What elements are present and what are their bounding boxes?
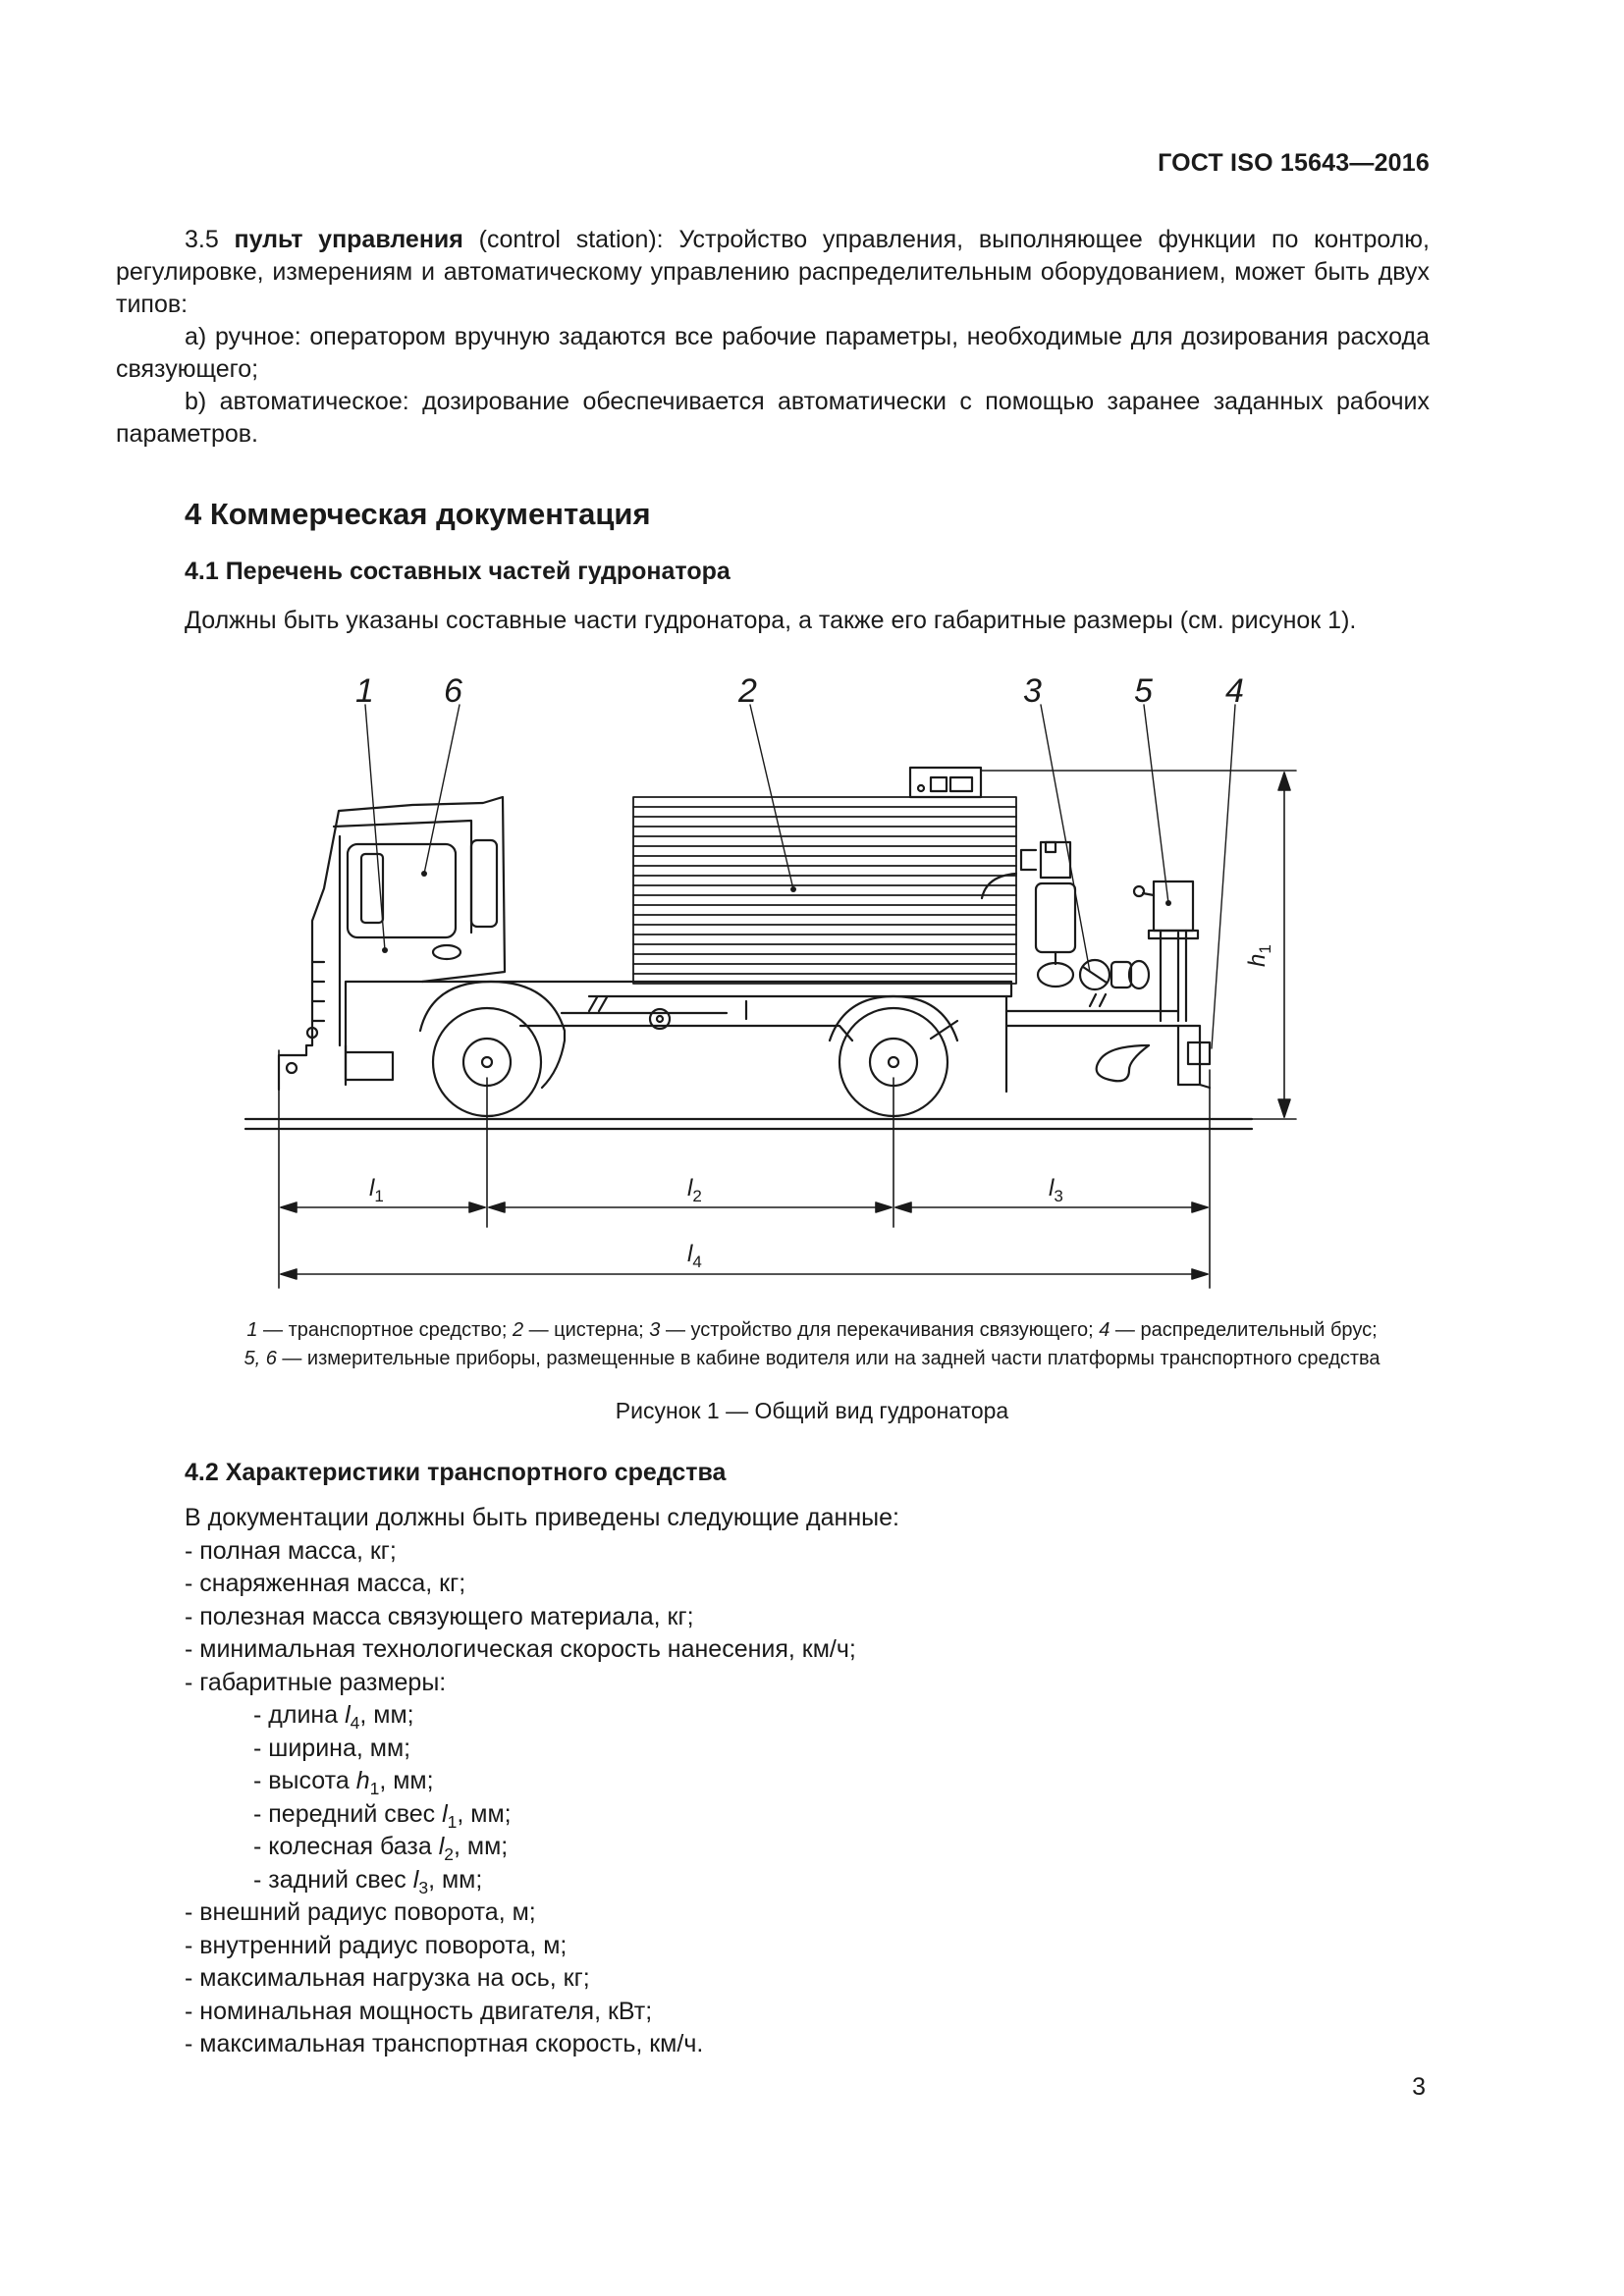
truck-drawing (0, 658, 1624, 1306)
figure-legend-line-1 (0, 1315, 1624, 1345)
definition-paragraph (116, 224, 1430, 321)
dimension-labels (369, 944, 1274, 1271)
dimension-item: - колесная база $l_2$, мм; (253, 1833, 509, 1865)
control-box (910, 768, 981, 797)
legend-item: 1 — транспортное средство; (246, 1319, 513, 1341)
height-dimension (982, 771, 1296, 1119)
dim-l3: $l_3$ (1049, 1175, 1063, 1205)
tank (633, 797, 1016, 984)
dim-l1: $l_1$ (369, 1175, 384, 1205)
page-number: 3 (1412, 2073, 1426, 2101)
list-intro: В документации должны быть приведены следующие данные: (185, 1504, 899, 1531)
characteristics-list (185, 1502, 899, 2061)
list-item: - номинальная мощность двигателя, кВт; (185, 1997, 653, 2025)
callout-5: 5 (1134, 672, 1153, 710)
figure-caption: Рисунок 1 — Общий вид гудронатора (615, 1398, 1009, 1423)
defined-term: пульт управления (234, 226, 463, 253)
list-item: - полная масса, кг; (185, 1536, 397, 1565)
ground-lines (245, 1119, 1252, 1129)
legend-text: — измерительные приборы, размещенные в кабине водителя или на задней части платформы транспортного средства (276, 1348, 1380, 1369)
list-item: - максимальная транспортная скорость, км/ч. (185, 2030, 704, 2057)
callout-1: 1 (355, 672, 374, 710)
section-4-1-text: Должны быть указаны составные части гудронатора, а также его габаритные размеры (см. рисунок 1). (185, 607, 1357, 634)
length-dimensions (279, 1050, 1210, 1288)
definition-text: (control station): Устройство управления, выполняющее функции по контролю, регулировке, измерениям и автоматическому управлению распределительным оборудованием, может быть двух типов: (116, 226, 1431, 318)
callout-3: 3 (1023, 672, 1042, 710)
standard-header: ГОСТ ISO 15643—2016 (1158, 149, 1430, 177)
pump-assembly (982, 842, 1149, 989)
section-4-1-title: 4.1 Перечень составных частей гудронатора (185, 558, 731, 585)
dimension-item: - длина $l_4$, мм; (253, 1701, 414, 1734)
list-item: - полезная масса связующего материала, кг; (185, 1602, 694, 1630)
legend-item: 2 — цистерна; (512, 1319, 650, 1341)
legend-item: 3 — устройство для перекачивания связующего; (649, 1319, 1100, 1341)
list-item: - минимальная технологическая скорость нанесения, км/ч; (185, 1635, 856, 1663)
dim-l4: $l_4$ (687, 1241, 702, 1271)
list-item: - снаряженная масса, кг; (185, 1570, 466, 1597)
dimension-item: - передний свес $l_1$, мм; (253, 1799, 512, 1832)
legend-item: 4 — распределительный брус; (1099, 1319, 1378, 1341)
item-a: a) ручное: оператором вручную задаются все рабочие параметры, необходимые для дозирования расхода связующего; (116, 323, 1430, 383)
section-4-2-title: 4.2 Характеристики транспортного средства (185, 1459, 727, 1486)
figure-legend-line-2 (0, 1344, 1624, 1373)
list-item: - внешний радиус поворота, м; (185, 1898, 536, 1926)
item-b: b) автоматическое: дозирование обеспечивается автоматически с помощью заранее заданных рабочих параметров. (116, 388, 1430, 448)
section-3-5 (116, 224, 1430, 451)
spray-bar (1097, 1026, 1210, 1088)
dimension-item: - ширина, мм; (253, 1734, 411, 1762)
dim-l2: $l_2$ (687, 1175, 702, 1205)
list-item: - внутренний радиус поворота, м; (185, 1931, 568, 1959)
list-item: - максимальная нагрузка на ось, кг; (185, 1964, 590, 1992)
legend-numbers: 5, 6 (244, 1348, 277, 1369)
callout-2: 2 (738, 672, 757, 710)
section-4-title: 4 Коммерческая документация (185, 497, 651, 531)
callout-6: 6 (444, 672, 462, 710)
callout-numbers (355, 672, 1244, 710)
callout-4: 4 (1225, 672, 1244, 710)
dimension-item: - задний свес $l_3$, мм; (253, 1865, 483, 1897)
wheels (420, 982, 957, 1116)
list-item: - габаритные размеры: (185, 1668, 447, 1696)
clause-number: 3.5 (185, 226, 219, 253)
dimension-item: - высота $h_1$, мм; (253, 1767, 434, 1799)
dim-h1: $h_1$ (1244, 944, 1274, 967)
